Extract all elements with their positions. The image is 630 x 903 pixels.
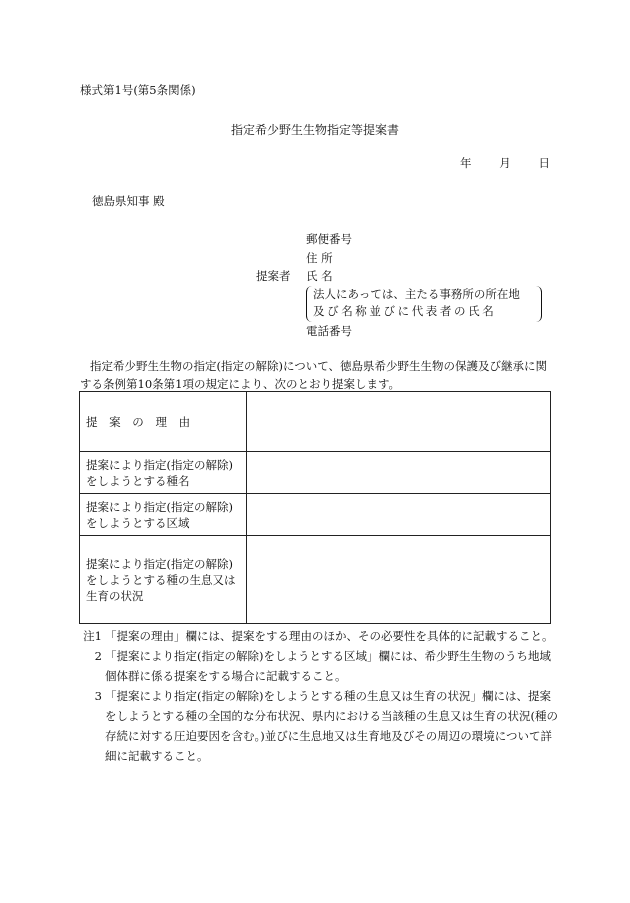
corporation-note-line-2: 及び名称並びに代表者の氏名: [313, 303, 497, 318]
species-name-label: 提案により指定(指定の解除)をしようとする種名: [80, 452, 247, 494]
date-line: [460, 155, 550, 171]
document-title: 指定希少野生生物指定等提案書: [230, 123, 399, 137]
postal-code-row: [256, 230, 546, 249]
note-text: 「提案の理由」欄には、提案をする理由のほか、その必要性を具体的に記載すること。: [105, 629, 554, 643]
proposer-label: 提案者: [256, 269, 291, 284]
corporation-note-row: [256, 286, 546, 322]
note-text: 「提案により指定(指定の解除)をしようとする種の生息又は生育の状況」欄には、提案をしようとする種の全国的な分布状況、県内における当該種の生息又は生育の状況(種の存続に対する圧迫要因を含む。)並びに生息地又は生育地及びその周辺の環境について詳細に記載すること。: [105, 689, 558, 763]
addressee: 徳島県知事 殿: [92, 194, 165, 208]
note-number: 3: [94, 689, 102, 703]
address-label: 住 所: [306, 250, 333, 265]
area-field[interactable]: [247, 494, 551, 536]
notes-section: [80, 626, 560, 766]
phone-row: [256, 322, 546, 341]
date-month-label: 月: [499, 156, 511, 170]
note-number: 注1: [83, 629, 102, 643]
species-name-field[interactable]: [247, 452, 551, 494]
address-row: [256, 249, 546, 268]
reason-field[interactable]: [247, 392, 551, 452]
date-day-label: 日: [538, 156, 550, 170]
note-item: [80, 686, 560, 766]
corporation-note-bracket: [306, 286, 542, 322]
area-label: 提案により指定(指定の解除)をしようとする区域: [80, 494, 247, 536]
note-item: [80, 626, 560, 646]
form-number-label: 様式第1号(第5条関係): [80, 83, 196, 97]
phone-label: 電話番号: [306, 323, 352, 338]
sender-block: [256, 230, 546, 340]
proposal-statement: 指定希少野生生物の指定(指定の解除)について、徳島県希少野生生物の保護及び継承に関する条例第10条第1項の規定により、次のとおり提案します。: [80, 359, 548, 391]
habitat-status-label: 提案により指定(指定の解除)をしようとする種の生息又は生育の状況: [80, 536, 247, 624]
table-row: [80, 494, 551, 536]
reason-label: 提 案 の 理 由: [80, 392, 247, 452]
date-year-label: 年: [460, 156, 472, 170]
note-item: [80, 646, 560, 686]
note-text: 「提案により指定(指定の解除)をしようとする区域」欄には、希少野生生物のうち地域個体群に係る提案をする場合に記載すること。: [105, 649, 551, 683]
corporation-note-line-1: 法人にあっては、主たる事務所の所在地: [313, 286, 520, 301]
proposal-table: [79, 391, 551, 624]
table-row: [80, 452, 551, 494]
name-row: [256, 267, 546, 286]
name-label: 氏 名: [306, 269, 333, 284]
postal-code-label: 郵便番号: [306, 232, 352, 247]
table-row: [80, 536, 551, 624]
note-number: 2: [94, 649, 102, 663]
habitat-status-field[interactable]: [247, 536, 551, 624]
table-row: [80, 392, 551, 452]
